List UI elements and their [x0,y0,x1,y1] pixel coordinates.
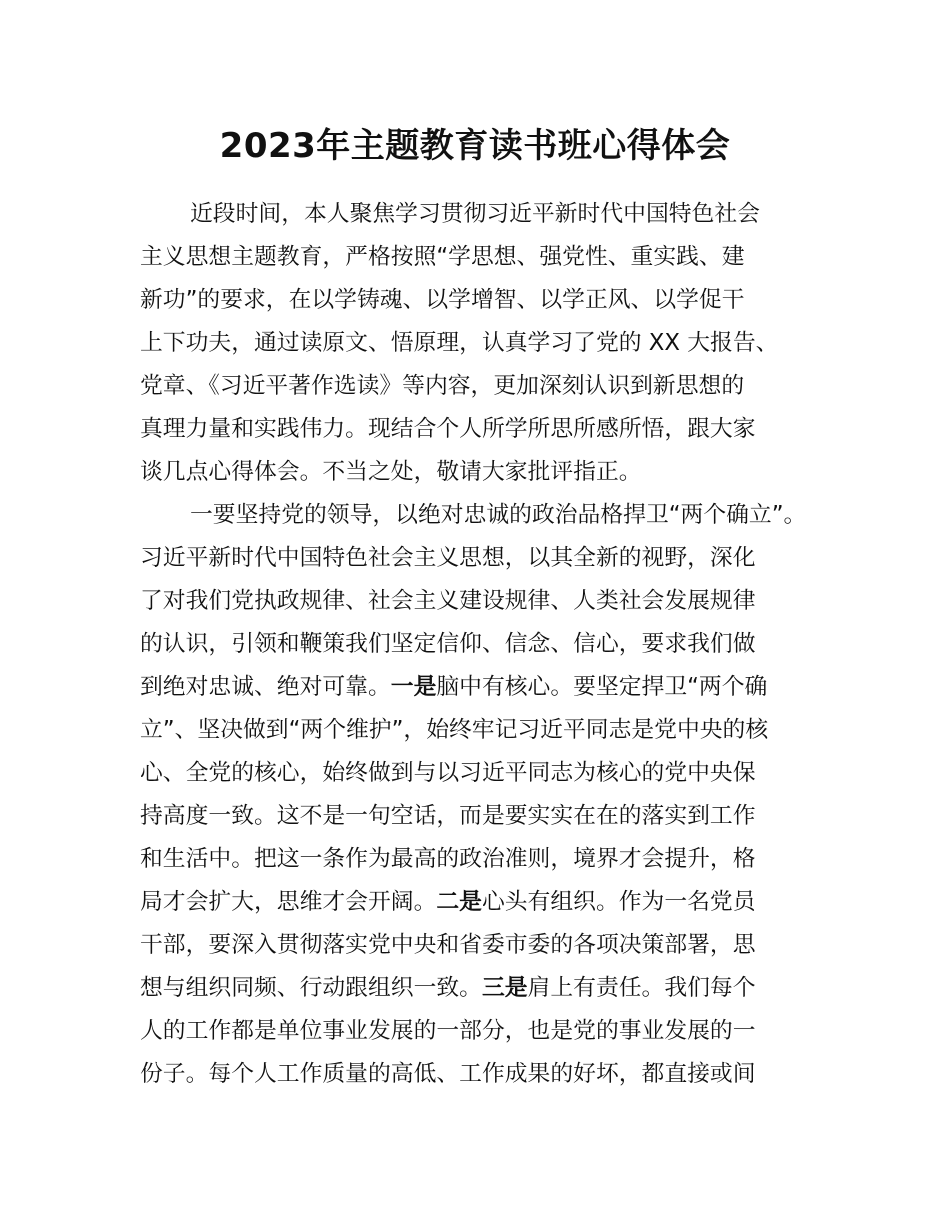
text-segment: 一要坚持党的领导，以绝对忠诚的政治品格捍卫“两个确立”。 [190,502,807,528]
text-line [140,282,805,325]
bold-text-segment: 二是 [436,889,482,915]
text-line [140,454,805,497]
bold-text-segment: 一是 [390,674,437,700]
text-segment: 想与组织同频、行动跟组织一致。 [140,975,482,1001]
text-segment: 近段时间，本人聚焦学习贯彻习近平新时代中国特色社会 [190,201,760,227]
text-segment: 人的工作都是单位事业发展的一部分，也是党的事业发展的一 [140,1018,756,1044]
page-title: 2023年主题教育读书班心得体会 [219,126,731,166]
bold-text-segment: 三是 [481,975,528,1001]
text-segment: 持高度一致。这不是一句空话，而是要实实在在的落实到工作 [140,803,756,829]
text-segment: 真理力量和实践伟力。现结合个人所学所思所感所悟，跟大家 [140,416,756,442]
text-line [140,626,805,669]
text-segment: 党章、《习近平著作选读》等内容，更加深刻认识到新思想的 [140,373,745,399]
text-line [140,1013,805,1056]
text-line [140,196,805,239]
text-segment: 上下功夫，通过读原文、悟原理，认真学习了党的 XX 大报告、 [140,330,779,356]
text-line [140,927,805,970]
text-segment: 心、全党的核心，始终做到与以习近平同志为核心的党中央保 [140,760,756,786]
text-segment: 到绝对忠诚、绝对可靠。 [140,674,391,700]
text-segment: 了对我们党执政规律、社会主义建设规律、人类社会发展规律 [140,588,756,614]
text-line [140,884,805,927]
text-segment: 局才会扩大，思维才会开阔。 [140,889,437,915]
text-segment: 心头有组织。作为一名党员 [481,889,756,915]
text-segment: 肩上有责任。我们每个 [527,975,756,1001]
text-line [140,755,805,798]
text-line [140,841,805,884]
text-line [140,1056,805,1099]
text-segment: 份子。每个人工作质量的高低、工作成果的好坏，都直接或间 [140,1061,756,1087]
text-line [140,368,805,411]
text-line [140,798,805,841]
text-line [140,411,805,454]
text-segment: 谈几点心得体会。不当之处，敬请大家批评指正。 [140,459,642,485]
text-line [140,325,805,368]
text-segment: 新功”的要求，在以学铸魂、以学增智、以学正风、以学促干 [140,287,745,313]
text-line [140,712,805,755]
text-segment: 习近平新时代中国特色社会主义思想，以其全新的视野，深化 [140,545,756,571]
text-segment: 干部，要深入贯彻落实党中央和省委市委的各项决策部署，思 [140,932,756,958]
text-line [140,239,805,282]
document-body [140,196,805,1099]
text-segment: 和生活中。把这一条作为最高的政治准则，境界才会提升，格 [140,846,756,872]
text-line [140,970,805,1013]
text-segment: 立”、坚决做到“两个维护”，始终牢记习近平同志是党中央的核 [140,717,769,743]
text-line [140,583,805,626]
text-segment: 主义思想主题教育，严格按照“学思想、强党性、重实践、建 [140,244,745,270]
text-segment: 脑中有核心。要坚定捍卫“两个确 [436,674,768,700]
text-line [140,540,805,583]
text-line [140,497,805,540]
text-line [140,669,805,712]
text-segment: 的认识，引领和鞭策我们坚定信仰、信念、信心，要求我们做 [140,631,756,657]
